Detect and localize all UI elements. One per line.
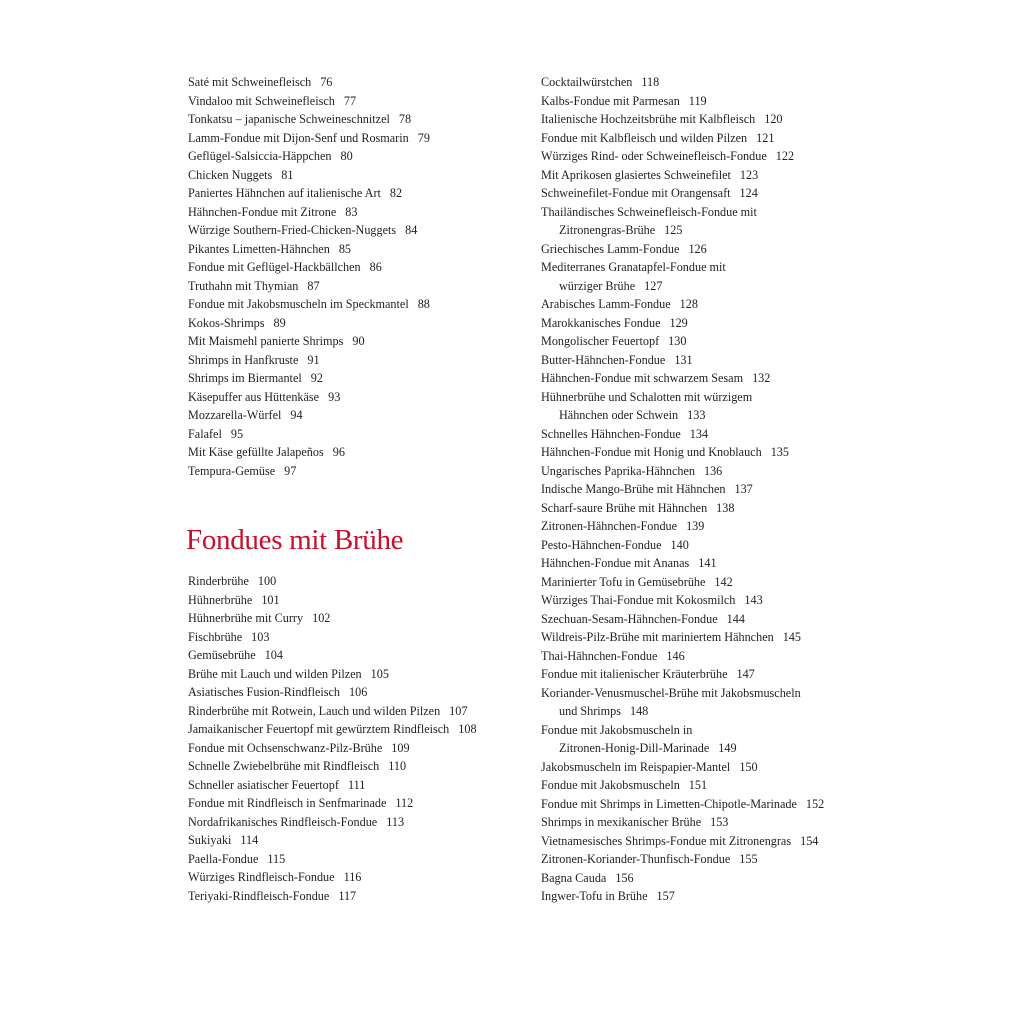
toc-entry-page-number: 84 [405,223,418,237]
toc-entry-page-number: 137 [734,482,753,496]
toc-entry [541,554,871,573]
toc-entry-title: Teriyaki-Rindfleisch-Fondue [188,888,330,903]
toc-entry-page-number: 144 [726,611,745,626]
toc-entry-title: Fondue mit Kalbfleisch und wilden Pilzen [541,130,748,145]
toc-entry-page-number: 150 [739,759,758,774]
toc-entry-title: Shrimps in Hanfkruste [188,352,299,367]
toc-entry-page-number: 93 [328,389,341,404]
toc-entry-page-number: 138 [716,500,735,515]
toc-entry [541,832,871,851]
toc-entry-title: Ungarisches Paprika-Hähnchen [541,463,695,478]
toc-entry-page-number: 136 [703,463,723,478]
toc-entry-continuation-text: Zitronen-Honig-Dill-Marinade [559,741,710,755]
toc-entry [188,443,518,462]
section-heading: Fondues mit Brühe [186,524,404,556]
toc-entry-page-number: 120 [764,112,783,126]
toc-entry-title: Fondue mit Rindfleisch in Senfmarinade [188,796,387,810]
toc-entry-title: Geflügel-Salsiccia-Häppchen [188,149,332,163]
toc-entry-page-number: 122 [775,149,795,163]
toc-entry-title: Kokos-Shrimps [188,315,265,330]
toc-entry-title: Tonkatsu – japanische Schweineschnitzel [188,112,390,126]
toc-entry-page-number: 88 [417,297,430,311]
toc-entry-title: Lamm-Fondue mit Dijon-Senf und Rosmarin [188,130,409,145]
toc-entry [541,480,871,499]
toc-entry-title: Mit Käse gefüllte Jalapeños [188,445,324,459]
toc-entry [541,591,871,610]
toc-entry-title: Italienische Hochzeitsbrühe mit Kalbfleisch [541,112,756,126]
toc-entry-page-number: 130 [668,334,687,348]
toc-entry-title: Mit Aprikosen glasiertes Schweinefilet [541,167,731,182]
toc-entry-page-number: 89 [273,315,286,330]
toc-entry-page-number: 147 [736,667,755,681]
toc-entry [541,295,871,314]
toc-entry-title: Thailändisches Schweinefleisch-Fondue mit [541,204,757,219]
toc-entry-page-number: 151 [688,778,708,792]
toc-entry-page-number: 113 [386,814,405,829]
toc-entry [541,443,871,462]
toc-entry-page-number: 78 [398,112,412,126]
toc-list-left-top [188,73,518,480]
toc-entry [188,203,518,222]
toc-entry [541,203,871,240]
toc-entry-title: Szechuan-Sesam-Hähnchen-Fondue [541,611,718,626]
toc-entry [541,758,871,777]
toc-entry [188,462,518,481]
toc-entry [541,499,871,518]
toc-entry-page-number: 82 [389,186,403,200]
toc-entry-page-number: 90 [352,334,365,348]
toc-entry-title: Jamaikanischer Feuertopf mit gewürztem Rindfleisch [188,722,450,736]
toc-entry [188,720,518,739]
toc-entry-title: Fondue mit Jakobsmuscheln in [541,722,693,737]
toc-entry-title: Arabisches Lamm-Fondue [541,297,671,311]
toc-entry-title: Griechisches Lamm-Fondue [541,241,680,256]
toc-entry-title: Scharf-saure Brühe mit Hähnchen [541,500,708,515]
toc-list-right [541,73,871,906]
toc-entry-title: Koriander-Venusmuschel-Brühe mit Jakobsmuscheln [541,685,801,700]
toc-entry [188,240,518,259]
toc-entry-page-number: 77 [343,93,357,108]
toc-entry-title: Sukiyaki [188,833,232,847]
toc-entry [188,92,518,111]
toc-entry-page-number: 111 [347,777,366,792]
toc-entry-title: Paniertes Hähnchen auf italienische Art [188,186,381,200]
toc-entry-page-number: 94 [290,408,303,422]
toc-entry-title: Hühnerbrühe [188,592,253,607]
toc-entry [188,166,518,185]
toc-entry [541,332,871,351]
toc-entry-title: Mongolischer Feuertopf [541,334,660,348]
toc-entry-page-number: 102 [312,611,331,625]
toc-entry-title: Hühnerbrühe mit Curry [188,611,304,625]
toc-entry-page-number: 155 [739,852,758,866]
toc-entry-page-number: 85 [338,241,351,256]
toc-entry-title: Mediterranes Granatapfel-Fondue mit [541,260,726,274]
toc-entry [188,757,518,776]
toc-entry-title: Brühe mit Lauch und wilden Pilzen [188,666,362,681]
toc-entry [188,184,518,203]
toc-entry-title: Würzige Southern-Fried-Chicken-Nuggets [188,223,397,237]
toc-entry-page-number: 79 [417,130,430,145]
toc-entry-continuation [541,277,871,296]
toc-entry [541,610,871,629]
toc-entry [188,388,518,407]
toc-entry-page-number: 107 [449,703,468,718]
toc-entry-title: Tempura-Gemüse [188,463,276,478]
toc-entry-page-number: 96 [332,445,345,459]
toc-entry-page-number: 112 [395,796,414,810]
toc-entry [188,332,518,351]
toc-entry-page-number: 104 [264,648,283,662]
toc-entry-page-number: 76 [320,75,333,89]
toc-entry [541,369,871,388]
toc-entry-page-number: 146 [666,648,685,663]
toc-entry-title: Zitronen-Koriander-Thunfisch-Fondue [541,852,731,866]
toc-entry [541,721,871,758]
toc-entry [188,739,518,758]
toc-entry-title: Gemüsebrühe [188,648,256,662]
toc-entry-title: Falafel [188,426,222,441]
toc-entry [541,887,871,906]
toc-entry-page-number: 141 [698,556,717,570]
toc-entry [188,794,518,813]
toc-entry [541,776,871,795]
toc-entry [541,129,871,148]
toc-entry-page-number: 145 [782,630,801,644]
toc-entry-title: Schneller asiatischer Feuertopf [188,777,339,792]
toc-entry-title: Rinderbrühe [188,574,249,588]
toc-entry [188,683,518,702]
toc-entry-title: Nordafrikanisches Rindfleisch-Fondue [188,814,378,829]
toc-entry [541,147,871,166]
toc-entry-page-number: 135 [770,445,789,459]
toc-entry [541,240,871,259]
toc-entry-page-number: 129 [669,315,688,330]
toc-entry-page-number: 95 [230,426,244,441]
toc-entry-title: Kalbs-Fondue mit Parmesan [541,93,680,108]
toc-entry [188,258,518,277]
toc-entry-page-number: 92 [310,371,323,385]
toc-entry-page-number: 119 [688,93,707,108]
toc-entry [188,221,518,240]
toc-entry-title: Hähnchen-Fondue mit Ananas [541,556,690,570]
toc-entry-page-number: 97 [284,463,297,478]
toc-entry-page-number: 125 [664,223,683,237]
toc-entry-continuation-text: Hähnchen oder Schwein [559,408,679,422]
toc-entry-page-number: 149 [718,741,737,755]
toc-entry [188,591,518,610]
toc-entry-page-number: 116 [343,870,362,884]
toc-entry-page-number: 152 [805,796,825,811]
toc-left-column [188,73,518,480]
toc-entry-page-number: 101 [261,592,280,607]
toc-entry [541,462,871,481]
toc-entry [541,258,871,295]
toc-entry-page-number: 131 [674,352,693,367]
toc-entry-title: Paella-Fondue [188,851,259,866]
toc-entry-title: Vindaloo mit Schweinefleisch [188,93,335,108]
toc-entry-page-number: 115 [267,851,286,866]
toc-entry-title: Schnelles Hähnchen-Fondue [541,426,681,441]
toc-entry-continuation [541,702,871,721]
toc-entry [541,869,871,888]
toc-entry-title: Pesto-Hähnchen-Fondue [541,537,662,552]
toc-entry-continuation-text: Zitronengras-Brühe [559,223,656,237]
toc-entry [541,92,871,111]
toc-entry-page-number: 139 [686,519,705,533]
toc-entry-continuation [541,406,871,425]
toc-entry-title: Pikantes Limetten-Hähnchen [188,241,330,256]
toc-entry [541,425,871,444]
toc-entry [541,536,871,555]
toc-entry [188,572,518,591]
toc-entry [188,110,518,129]
toc-entry-title: Fondue mit italienischer Kräuterbrühe [541,667,728,681]
toc-entry [188,776,518,795]
toc-entry-page-number: 100 [257,574,277,588]
toc-entry-title: Saté mit Schweinefleisch [188,75,312,89]
toc-entry-title: Hähnchen-Fondue mit Honig und Knoblauch [541,445,762,459]
toc-entry [188,887,518,906]
toc-entry [188,665,518,684]
toc-entry-page-number: 91 [307,352,320,367]
toc-entry-page-number: 108 [458,722,477,736]
toc-entry [188,295,518,314]
toc-entry-title: Wildreis-Pilz-Brühe mit mariniertem Hähnchen [541,630,774,644]
toc-entry-title: Zitronen-Hähnchen-Fondue [541,519,678,533]
toc-entry-title: Ingwer-Tofu in Brühe [541,889,648,903]
toc-right-column [541,73,871,906]
toc-entry-title: Fondue mit Ochsenschwanz-Pilz-Brühe [188,740,383,755]
toc-entry-title: Shrimps im Biermantel [188,371,302,385]
toc-entry [541,110,871,129]
toc-entry [541,813,871,832]
toc-entry [188,609,518,628]
toc-entry [541,628,871,647]
toc-entry-page-number: 140 [670,537,689,552]
toc-entry-title: Marokkanisches Fondue [541,315,661,330]
toc-entry [188,277,518,296]
toc-entry [188,425,518,444]
toc-entry-title: Chicken Nuggets [188,167,273,182]
toc-entry [541,850,871,869]
toc-entry [541,166,871,185]
toc-entry-title: Fondue mit Shrimps in Limetten-Chipotle-Marinade [541,796,797,811]
toc-entry-title: Marinierter Tofu in Gemüsebrühe [541,574,706,589]
toc-entry-title: Fondue mit Jakobsmuscheln im Speckmantel [188,297,409,311]
toc-entry [541,684,871,721]
toc-entry [188,813,518,832]
toc-entry-page-number: 132 [752,371,771,385]
toc-entry-page-number: 103 [251,629,270,644]
toc-entry-page-number: 87 [307,278,320,293]
toc-entry [541,184,871,203]
toc-entry [541,314,871,333]
toc-entry-page-number: 126 [688,241,707,256]
toc-entry-title: Käsepuffer aus Hüttenkäse [188,389,320,404]
toc-entry-page-number: 110 [388,759,407,773]
toc-entry [188,628,518,647]
toc-entry [188,406,518,425]
toc-entry [541,351,871,370]
toc-entry-page-number: 148 [629,704,649,718]
toc-entry-title: Würziges Rindfleisch-Fondue [188,870,335,884]
toc-entry-page-number: 114 [240,833,259,847]
toc-entry [541,665,871,684]
toc-entry [188,351,518,370]
toc-entry [541,795,871,814]
toc-entry-page-number: 105 [370,666,389,681]
toc-entry-page-number: 109 [391,740,410,755]
toc-entry-title: Rinderbrühe mit Rotwein, Lauch und wilden Pilzen [188,703,441,718]
toc-entry-page-number: 121 [756,130,775,145]
toc-entry [188,646,518,665]
toc-entry-title: Jakobsmuscheln im Reispapier-Mantel [541,759,731,774]
toc-entry-title: Butter-Hähnchen-Fondue [541,352,666,367]
toc-entry-continuation [541,739,871,758]
toc-entry-title: Mozzarella-Würfel [188,408,282,422]
toc-entry-page-number: 128 [679,297,698,311]
toc-entry-continuation-text: würziger Brühe [559,278,636,293]
toc-entry-page-number: 134 [689,426,709,441]
toc-entry [188,314,518,333]
toc-entry-page-number: 153 [710,815,729,829]
toc-entry-page-number: 81 [281,167,294,182]
toc-entry-continuation [541,221,871,240]
toc-entry-title: Hähnchen-Fondue mit Zitrone [188,204,337,219]
toc-entry-title: Würziges Rind- oder Schweinefleisch-Fondue [541,149,767,163]
toc-entry [188,850,518,869]
toc-list-left-bottom [188,572,518,905]
toc-entry [188,702,518,721]
toc-entry [188,147,518,166]
toc-entry-title: Thai-Hähnchen-Fondue [541,648,658,663]
toc-entry [541,573,871,592]
toc-entry-page-number: 123 [739,167,759,182]
toc-entry-page-number: 142 [714,574,733,589]
toc-entry [188,73,518,92]
toc-entry-title: Würziges Thai-Fondue mit Kokosmilch [541,593,736,607]
toc-entry [188,868,518,887]
toc-entry-title: Hähnchen-Fondue mit schwarzem Sesam [541,371,744,385]
toc-entry-page-number: 156 [615,870,634,885]
toc-entry-page-number: 124 [739,186,758,200]
toc-entry-title: Shrimps in mexikanischer Brühe [541,815,702,829]
toc-entry-page-number: 83 [345,204,358,219]
toc-entry-title: Vietnamesisches Shrimps-Fondue mit Zitronengras [541,833,792,848]
toc-entry-page-number: 133 [687,408,706,422]
toc-entry-page-number: 154 [800,833,819,848]
toc-entry-page-number: 127 [644,278,663,293]
toc-entry-page-number: 80 [340,149,353,163]
toc-entry [188,129,518,148]
toc-entry-title: Fischbrühe [188,629,243,644]
toc-entry-page-number: 86 [369,260,382,274]
toc-entry-page-number: 118 [641,75,660,89]
toc-entry-page-number: 117 [338,888,357,903]
toc-entry [541,647,871,666]
toc-entry-title: Asiatisches Fusion-Rindfleisch [188,685,340,699]
toc-entry-title: Indische Mango-Brühe mit Hähnchen [541,482,726,496]
toc-entry-title: Fondue mit Geflügel-Hackbällchen [188,260,361,274]
toc-entry-title: Mit Maismehl panierte Shrimps [188,334,344,348]
toc-entry-title: Cocktailwürstchen [541,75,633,89]
toc-entry [541,73,871,92]
toc-entry-title: Fondue mit Jakobsmuscheln [541,778,680,792]
toc-entry-page-number: 157 [656,889,675,903]
toc-entry-page-number: 143 [744,593,763,607]
toc-entry-title: Truthahn mit Thymian [188,278,299,293]
toc-entry-title: Schweinefilet-Fondue mit Orangensaft [541,186,731,200]
toc-entry-title: Schnelle Zwiebelbrühe mit Rindfleisch [188,759,380,773]
toc-entry-title: Bagna Cauda [541,870,607,885]
toc-entry [188,369,518,388]
toc-entry [541,517,871,536]
toc-entry-title: Hühnerbrühe und Schalotten mit würzigem [541,389,753,404]
toc-entry [541,388,871,425]
toc-entry-page-number: 106 [349,685,368,699]
toc-entry-continuation-text: und Shrimps [559,704,621,718]
toc-entry [188,831,518,850]
